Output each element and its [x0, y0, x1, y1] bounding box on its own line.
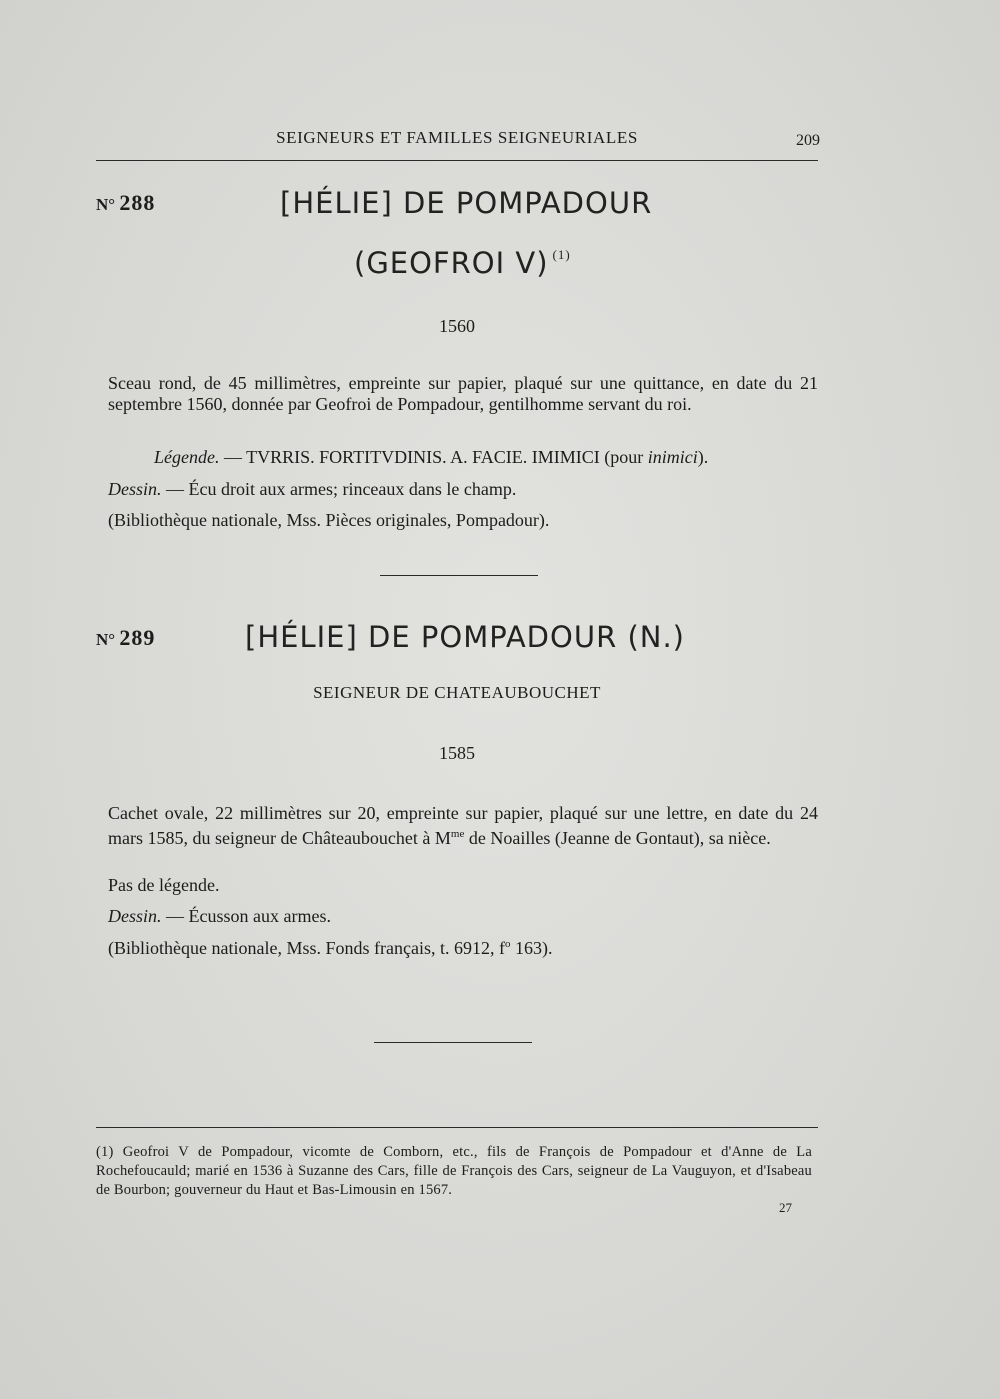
- section-divider: [380, 575, 538, 576]
- signature-mark: 27: [779, 1200, 792, 1215]
- entry-number-prefix: N°: [96, 630, 116, 649]
- entry-number: 289: [119, 625, 156, 650]
- source-part-a: (Bibliothèque nationale, Mss. Fonds français, t. 6912, f: [108, 938, 505, 958]
- entry-288-description: Sceau rond, de 45 millimètres, empreinte sur papier, plaqué sur une quittance, en date du 21 septembre 1560, donnée par Geofroi de Pompadour, gentilhomme servant du roi.: [108, 373, 818, 414]
- entry-288-legend: [154, 447, 708, 468]
- drawing-label: Dessin.: [108, 479, 162, 499]
- footnote-rule: [96, 1127, 818, 1128]
- page-number: 209: [796, 132, 820, 149]
- source-part-b: 163).: [510, 938, 553, 958]
- description-superscript: me: [450, 828, 465, 840]
- entry-288-drawing: [108, 479, 516, 500]
- legend-text: — TVRRIS. FORTITVDINIS. A. FACIE. IMIMICI (pour: [219, 447, 648, 467]
- entry-288-title-line2: (GEOFROI V): [354, 246, 549, 280]
- entry-288-year: 1560: [439, 316, 475, 336]
- legend-label: Légende.: [154, 447, 220, 467]
- entry-289-subtitle: SEIGNEUR DE CHATEAUBOUCHET: [313, 683, 601, 702]
- footnote-reference: (1): [552, 247, 571, 262]
- drawing-text: — Écu droit aux armes; rinceaux dans le champ.: [161, 479, 517, 499]
- entry-289-source: [108, 938, 552, 959]
- legend-italic: inimici: [647, 447, 698, 467]
- drawing-label: Dessin.: [108, 906, 162, 926]
- entry-288-title: [HÉLIE] DE POMPADOUR: [280, 186, 653, 220]
- entry-288-number: [96, 190, 155, 216]
- drawing-text: — Écusson aux armes.: [161, 906, 331, 926]
- entry-288-subtitle: [354, 246, 571, 280]
- footnote: (1) Geofroi V de Pompadour, vicomte de Comborn, etc., fils de François de Pompadour et d'Anne de La Rochefoucauld; marié en 1536 à Suzanne des Cars, fille de François des Cars, seigneur de La Vauguyon, et d'Isabeau de Bourbon; gouverneur du Haut et Bas-Limousin en 1567.: [96, 1144, 812, 1198]
- entry-289-drawing: [108, 906, 331, 927]
- legend-end: ).: [697, 447, 709, 467]
- description-part-a: Cachet ovale, 22 millimètres sur 20, empreinte sur papier, plaqué sur une lettre, en date du 24 mars 1585, du seigneur de Châteaubouchet à M: [108, 803, 818, 848]
- entry-288-source: (Bibliothèque nationale, Mss. Pièces originales, Pompadour).: [108, 510, 550, 530]
- entry-289-legend: Pas de légende.: [108, 875, 220, 895]
- entry-number-prefix: N°: [96, 195, 116, 214]
- section-divider: [374, 1042, 532, 1043]
- running-header: SEIGNEURS ET FAMILLES SEIGNEURIALES: [276, 128, 638, 147]
- source-superscript: o: [504, 938, 511, 950]
- entry-number: 288: [119, 190, 156, 215]
- entry-289-title: [HÉLIE] DE POMPADOUR (N.): [245, 620, 685, 654]
- header-rule: [96, 160, 818, 161]
- entry-289-year: 1585: [439, 743, 475, 763]
- entry-289-description: [108, 803, 818, 849]
- entry-289-number: [96, 625, 155, 651]
- description-part-b: de Noailles (Jeanne de Gontaut), sa nièce.: [464, 828, 771, 848]
